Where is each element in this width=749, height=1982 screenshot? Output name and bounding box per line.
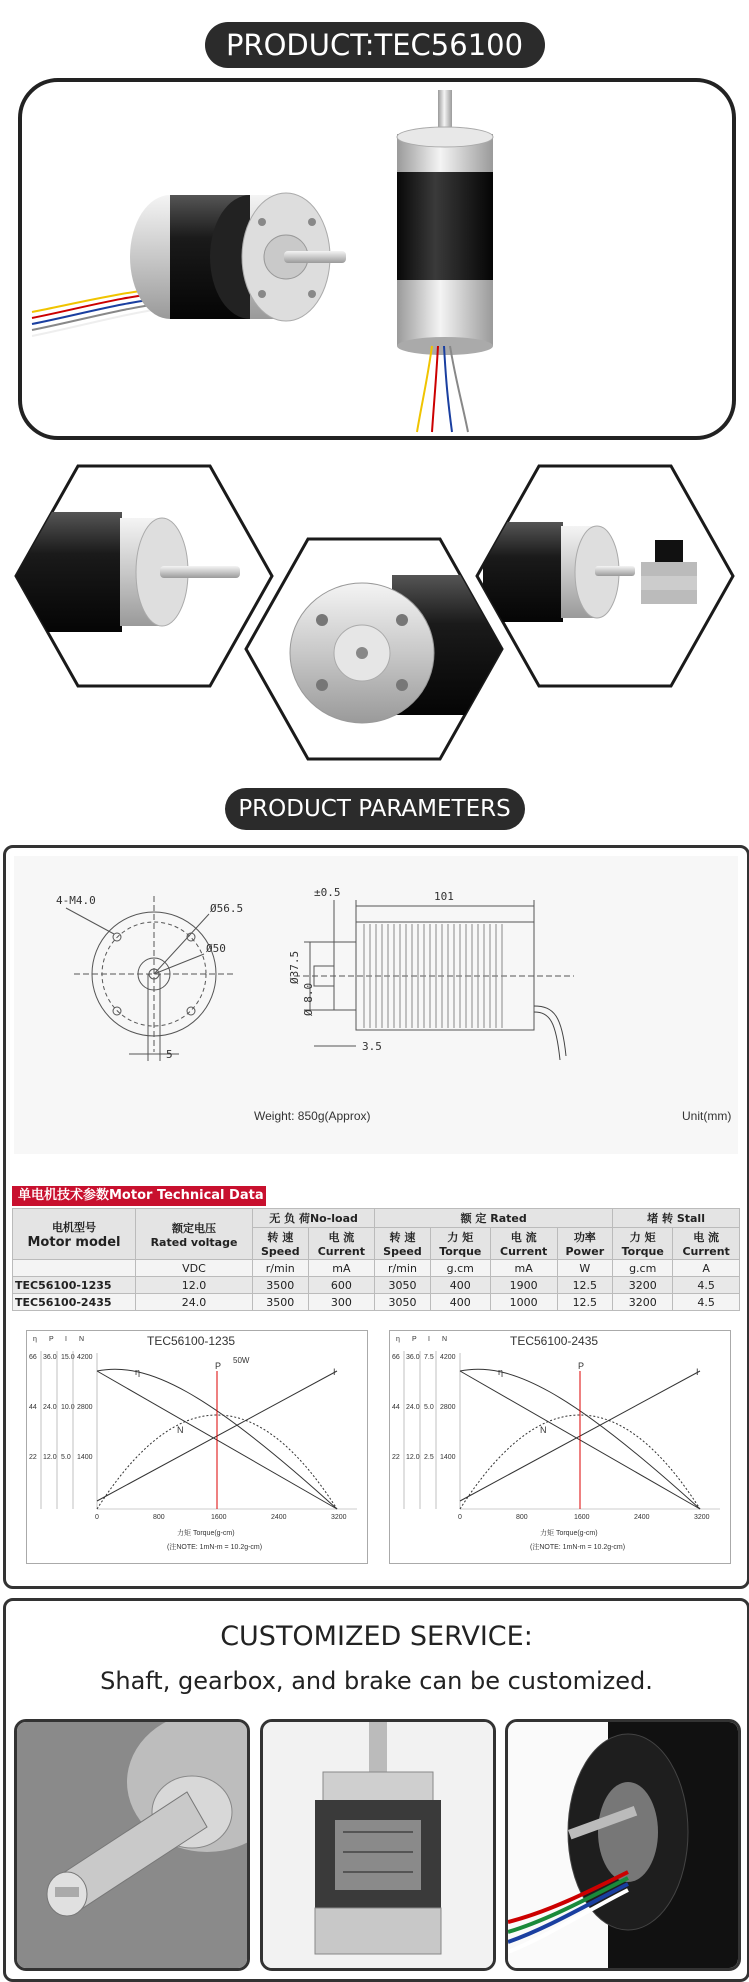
weight-label: Weight: 850g(Approx)	[254, 1109, 371, 1123]
cell: 4.5	[673, 1294, 740, 1311]
th-nl-current: 电 流 Current	[308, 1228, 375, 1260]
dim-offset: 5	[166, 1048, 173, 1061]
unit-label: Unit(mm)	[682, 1109, 732, 1123]
y-tick: 4200	[77, 1354, 93, 1361]
y-tick: 1400	[77, 1454, 93, 1461]
parameters-panel	[3, 845, 749, 1589]
custom-image-shaft	[14, 1719, 250, 1971]
series-label: N	[540, 1425, 547, 1435]
unit-cell: mA	[490, 1260, 557, 1277]
cell: 3050	[375, 1277, 431, 1294]
x-axis-label: 力矩 Torque(g-cm)	[177, 1530, 235, 1537]
x-tick: 800	[516, 1514, 528, 1521]
dim-length: 101	[434, 890, 454, 903]
hex-image-side-view	[12, 462, 276, 690]
power-marker: 50W	[233, 1356, 250, 1365]
dimension-drawing	[14, 856, 738, 1154]
y-tick: 66	[29, 1354, 37, 1361]
col-label: I	[65, 1336, 67, 1343]
x-tick: 0	[95, 1514, 99, 1521]
col-label: P	[412, 1336, 417, 1343]
cell: 3050	[375, 1294, 431, 1311]
curve-note: (注NOTE: 1mN-m = 10.2g-cm)	[530, 1544, 626, 1551]
y-tick: 5.0	[424, 1404, 434, 1411]
cell: 3500	[253, 1277, 309, 1294]
hero-product-image	[18, 78, 736, 440]
cell: 12.5	[557, 1277, 613, 1294]
th-rated: 额 定 Rated	[375, 1209, 613, 1228]
th-stall: 堵 转 Stall	[613, 1209, 740, 1228]
cell: 400	[430, 1277, 490, 1294]
hex-image-front-flange	[242, 535, 506, 763]
cell: 4.5	[673, 1277, 740, 1294]
curve-note: (注NOTE: 1mN-m = 10.2g-cm)	[167, 1544, 263, 1551]
x-tick: 0	[458, 1514, 462, 1521]
curve-title: TEC56100-1235	[147, 1334, 236, 1348]
y-tick: 2800	[77, 1404, 93, 1411]
series-label: η	[498, 1367, 504, 1377]
cell: 3200	[613, 1294, 673, 1311]
cell: 600	[308, 1277, 375, 1294]
y-tick: 36.0	[43, 1354, 57, 1361]
x-tick: 3200	[694, 1514, 710, 1521]
th-s-torque: 力 矩 Torque	[613, 1228, 673, 1260]
th-noload: 无 负 荷No-load	[253, 1209, 375, 1228]
y-tick: 12.0	[43, 1454, 57, 1461]
cell-model: TEC56100-2435	[13, 1294, 136, 1311]
custom-image-gearbox	[260, 1719, 496, 1971]
cell: 1900	[490, 1277, 557, 1294]
unit-cell: VDC	[136, 1260, 253, 1277]
series-label: I	[696, 1367, 699, 1377]
th-s-current: 电 流 Current	[673, 1228, 740, 1260]
parameters-title: PRODUCT PARAMETERS	[225, 788, 525, 830]
unit-cell: r/min	[253, 1260, 309, 1277]
table-title: 单电机技术参数Motor Technical Data	[12, 1186, 266, 1206]
dim-body-dia: Ø37.5	[288, 950, 301, 984]
th-nl-speed: 转 速 Speed	[253, 1228, 309, 1260]
x-tick: 1600	[211, 1514, 227, 1521]
hex-image-size-compare	[473, 462, 737, 690]
col-label: η	[396, 1336, 400, 1343]
series-label: I	[333, 1367, 336, 1377]
table-row	[13, 1277, 740, 1294]
th-r-torque: 力 矩 Torque	[430, 1228, 490, 1260]
curve-title: TEC56100-2435	[510, 1334, 599, 1348]
dim-step: 3.5	[362, 1040, 382, 1053]
dim-shaft-dia: Ø 8.0	[302, 982, 315, 1016]
unit-cell: g.cm	[430, 1260, 490, 1277]
custom-subtitle: Shaft, gearbox, and brake can be customized.	[100, 1667, 653, 1695]
th-r-power: 功率 Power	[557, 1228, 613, 1260]
y-tick: 36.0	[406, 1354, 420, 1361]
motor-vertical	[397, 90, 493, 432]
y-tick: 24.0	[43, 1404, 57, 1411]
x-tick: 800	[153, 1514, 165, 1521]
th-model: 电机型号 Motor model	[13, 1209, 136, 1260]
th-r-current: 电 流 Current	[490, 1228, 557, 1260]
unit-cell: A	[673, 1260, 740, 1277]
product-title: PRODUCT:TEC56100	[205, 22, 545, 68]
th-rated-voltage: 额定电压 Rated voltage	[136, 1209, 253, 1260]
y-tick: 2800	[440, 1404, 456, 1411]
table-row	[13, 1294, 740, 1311]
cell: 12.5	[557, 1294, 613, 1311]
y-tick: 10.0	[61, 1404, 75, 1411]
cell-model: TEC56100-1235	[13, 1277, 136, 1294]
y-tick: 22	[392, 1454, 400, 1461]
dim-inner-dia: Ø50	[206, 942, 226, 955]
curve-chart-2435	[389, 1330, 731, 1564]
series-label: P	[578, 1361, 585, 1371]
customized-service-panel	[3, 1598, 749, 1982]
motor-horizontal	[32, 193, 346, 336]
unit-cell: W	[557, 1260, 613, 1277]
y-tick: 15.0	[61, 1354, 75, 1361]
custom-title: CUSTOMIZED SERVICE:	[220, 1621, 533, 1652]
cell: 12.0	[136, 1277, 253, 1294]
dim-outer-dia: Ø56.5	[210, 902, 244, 915]
cell: 3500	[253, 1294, 309, 1311]
th-r-speed: 转 速 Speed	[375, 1228, 431, 1260]
y-tick: 7.5	[424, 1354, 434, 1361]
y-tick: 44	[29, 1404, 37, 1411]
unit-cell: g.cm	[613, 1260, 673, 1277]
units-row	[13, 1260, 740, 1277]
col-label: P	[49, 1336, 54, 1343]
unit-cell: mA	[308, 1260, 375, 1277]
y-tick: 5.0	[61, 1454, 71, 1461]
y-tick: 1400	[440, 1454, 456, 1461]
col-label: N	[442, 1336, 448, 1343]
dim-tolerance: ±0.5	[314, 886, 341, 899]
x-tick: 2400	[271, 1514, 287, 1521]
y-tick: 44	[392, 1404, 400, 1411]
curve-chart-1235	[26, 1330, 368, 1564]
cell: 400	[430, 1294, 490, 1311]
y-tick: 22	[29, 1454, 37, 1461]
series-label: P	[215, 1361, 222, 1371]
x-tick: 1600	[574, 1514, 590, 1521]
col-label: η	[33, 1336, 37, 1343]
y-tick: 4200	[440, 1354, 456, 1361]
x-axis-label: 力矩 Torque(g-cm)	[540, 1530, 598, 1537]
custom-image-brake	[505, 1719, 741, 1971]
x-tick: 3200	[331, 1514, 347, 1521]
series-label: N	[177, 1425, 184, 1435]
y-tick: 12.0	[406, 1454, 420, 1461]
cell: 1000	[490, 1294, 557, 1311]
col-label: I	[428, 1336, 430, 1343]
cell: 300	[308, 1294, 375, 1311]
spec-table	[12, 1208, 740, 1311]
cell: 24.0	[136, 1294, 253, 1311]
dim-holes: 4-M4.0	[56, 894, 96, 907]
y-tick: 66	[392, 1354, 400, 1361]
cell: 3200	[613, 1277, 673, 1294]
x-tick: 2400	[634, 1514, 650, 1521]
unit-cell: r/min	[375, 1260, 431, 1277]
col-label: N	[79, 1336, 85, 1343]
series-label: η	[135, 1367, 141, 1377]
y-tick: 2.5	[424, 1454, 434, 1461]
y-tick: 24.0	[406, 1404, 420, 1411]
